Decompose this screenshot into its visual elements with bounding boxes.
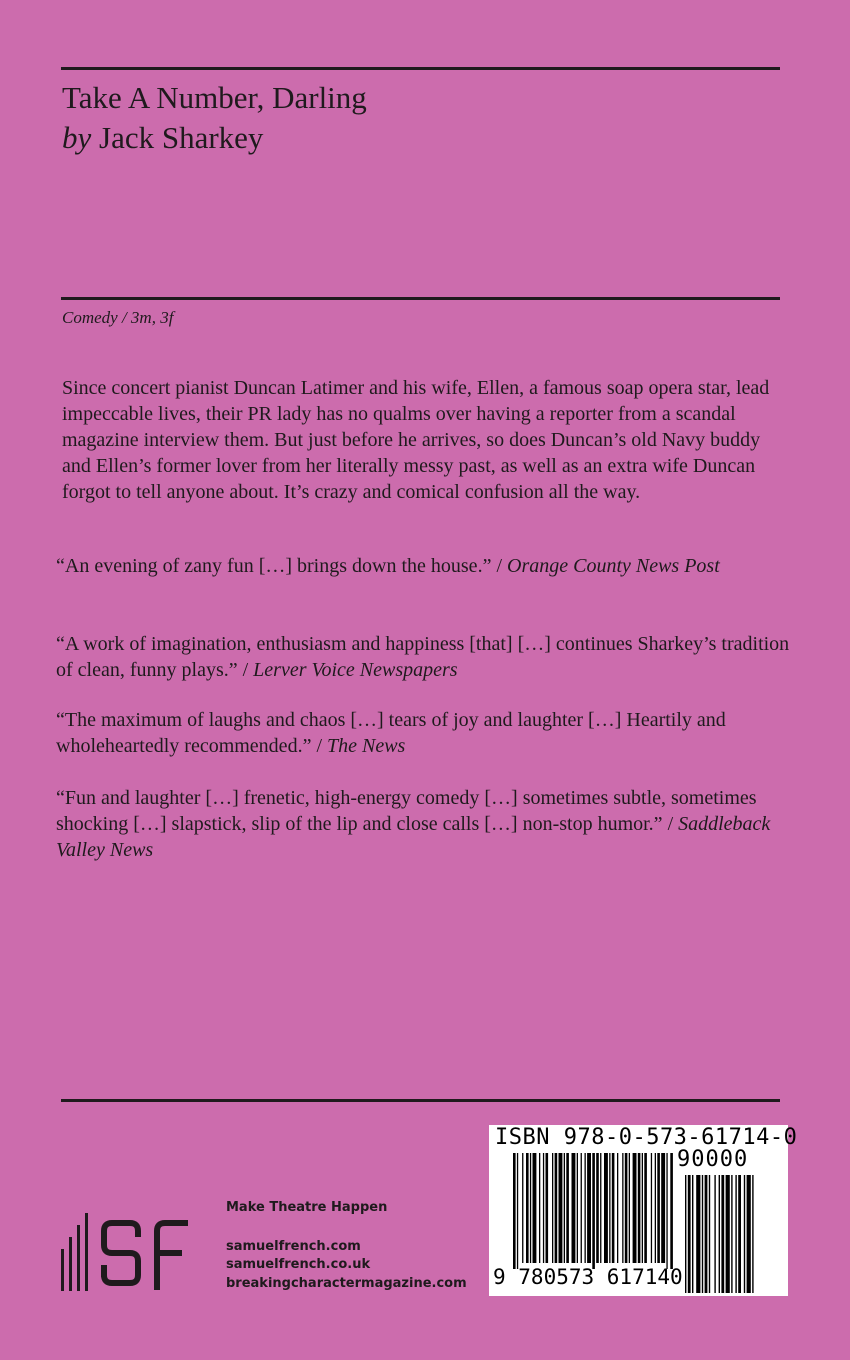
- barcode-bar: [604, 1153, 608, 1263]
- barcode-bar: [721, 1175, 724, 1293]
- isbn-label: ISBN 978-0-573-61714-0: [495, 1125, 798, 1150]
- quote-source: Orange County News Post: [507, 555, 720, 577]
- barcode-bar: [555, 1153, 558, 1263]
- barcode-bar: [735, 1175, 736, 1293]
- barcode-bar: [559, 1153, 563, 1263]
- barcode-bar: [738, 1175, 741, 1293]
- quote-text: “An evening of zany fun […] brings down the house.” /: [56, 555, 502, 577]
- barcode-bar: [692, 1175, 693, 1293]
- barcode-bar: [546, 1153, 549, 1263]
- barcode-bar: [517, 1153, 518, 1269]
- barcode-bar: [592, 1153, 595, 1269]
- barcode-bar: [714, 1175, 715, 1293]
- quote-source: Lerver Voice Newspapers: [253, 659, 458, 681]
- barcode-bar: [744, 1175, 745, 1293]
- publisher-tagline: Make Theatre Happen: [226, 1200, 388, 1215]
- section-rule: [61, 297, 780, 300]
- review-quote: [56, 631, 791, 683]
- by-word: by: [62, 120, 92, 155]
- barcode-bar: [696, 1175, 700, 1293]
- barcode-bar: [596, 1153, 599, 1263]
- barcode-bar: [651, 1153, 652, 1263]
- barcode-bar: [581, 1153, 582, 1263]
- barcode-bar: [633, 1153, 637, 1263]
- samuel-french-logo: [60, 1193, 200, 1298]
- barcode-bar: [670, 1153, 673, 1269]
- barcode-bar: [638, 1153, 641, 1263]
- barcode-bar: [747, 1175, 751, 1293]
- barcode-bar: [625, 1153, 628, 1263]
- top-rule: [61, 67, 780, 70]
- barcode-bar: [685, 1175, 686, 1293]
- ean-digits: 9 780573 617140: [493, 1265, 683, 1289]
- author-byline: [62, 120, 263, 156]
- barcode-bar: [644, 1153, 647, 1263]
- review-quote: [56, 785, 791, 863]
- synopsis: Since concert pianist Duncan Latimer and his wife, Ellen, a famous soap opera star, lead impeccable lives, their PR lady has no qualms over having a reporter from a scandal magazine interview them. But just before he arrives, so does Duncan’s old Navy buddy and Ellen’s former lover from her literally messy past, as well as an extra wife Duncan forgot to tell anyone about. It’s crazy and comical confusion all the way.: [62, 377, 770, 503]
- barcode-bar: [566, 1153, 569, 1263]
- author-name: Jack Sharkey: [99, 120, 264, 155]
- barcode-bar: [530, 1153, 531, 1263]
- barcode-bar: [629, 1153, 630, 1263]
- barcode-bar: [612, 1153, 615, 1263]
- barcode-bar: [622, 1153, 623, 1263]
- website-link[interactable]: samuelfrench.co.uk: [226, 1257, 371, 1272]
- review-quote: [56, 707, 791, 759]
- barcode-bar: [752, 1175, 753, 1293]
- quote-source: Saddleback Valley News: [56, 813, 771, 861]
- barcode-bar: [731, 1175, 732, 1293]
- barcode-bar: [609, 1153, 610, 1263]
- website-link[interactable]: breakingcharactermagazine.com: [226, 1276, 467, 1291]
- quote-text: “A work of imagination, enthusiasm and happiness [that] […] continues Sharkey’s tradition of clean, funny plays.” /: [56, 633, 790, 681]
- barcode-bar: [533, 1153, 537, 1263]
- barcode-bar: [552, 1153, 553, 1263]
- barcode-bar: [661, 1153, 665, 1263]
- barcode-bar: [705, 1175, 708, 1293]
- website-link[interactable]: samuelfrench.com: [226, 1239, 361, 1254]
- barcode-bar: [577, 1153, 578, 1263]
- quote-text: “The maximum of laughs and chaos […] tears of joy and laughter […] Heartily and wholeheartedly recommended.” /: [56, 709, 726, 757]
- barcode-bar: [513, 1153, 516, 1269]
- barcode-bar: [617, 1153, 618, 1263]
- barcode-bar: [719, 1175, 720, 1293]
- barcode-bar: [539, 1153, 540, 1263]
- barcode-bar: [642, 1153, 643, 1263]
- isbn-barcode: [489, 1125, 798, 1296]
- barcode-bar: [657, 1153, 660, 1263]
- barcode-bar: [564, 1153, 565, 1263]
- barcode-bar: [702, 1175, 703, 1293]
- barcode-bar: [688, 1175, 691, 1293]
- addon-digits: 90000: [677, 1147, 749, 1172]
- barcode-bar: [522, 1153, 523, 1263]
- barcode-bar: [526, 1153, 529, 1263]
- quote-source: The News: [327, 735, 406, 757]
- barcode-bar: [726, 1175, 730, 1293]
- barcode-bar: [585, 1153, 586, 1263]
- quote-text: “Fun and laughter […] frenetic, high-energy comedy […] sometimes subtle, sometimes shocking […] slapstick, slip of the lip and close calls […] non-stop humor.” /: [56, 787, 757, 835]
- bottom-rule: [61, 1099, 780, 1102]
- genre-cast: Comedy / 3m, 3f: [62, 308, 174, 327]
- review-quote: [56, 553, 791, 579]
- barcode-bar: [587, 1153, 591, 1263]
- barcode-bar: [572, 1153, 576, 1263]
- barcode-bar: [655, 1153, 656, 1263]
- barcode-bar: [600, 1153, 601, 1263]
- barcode-bar: [543, 1153, 544, 1263]
- barcode-bar: [709, 1175, 710, 1293]
- barcode-bar: [666, 1153, 667, 1269]
- book-title: Take A Number, Darling: [62, 80, 367, 115]
